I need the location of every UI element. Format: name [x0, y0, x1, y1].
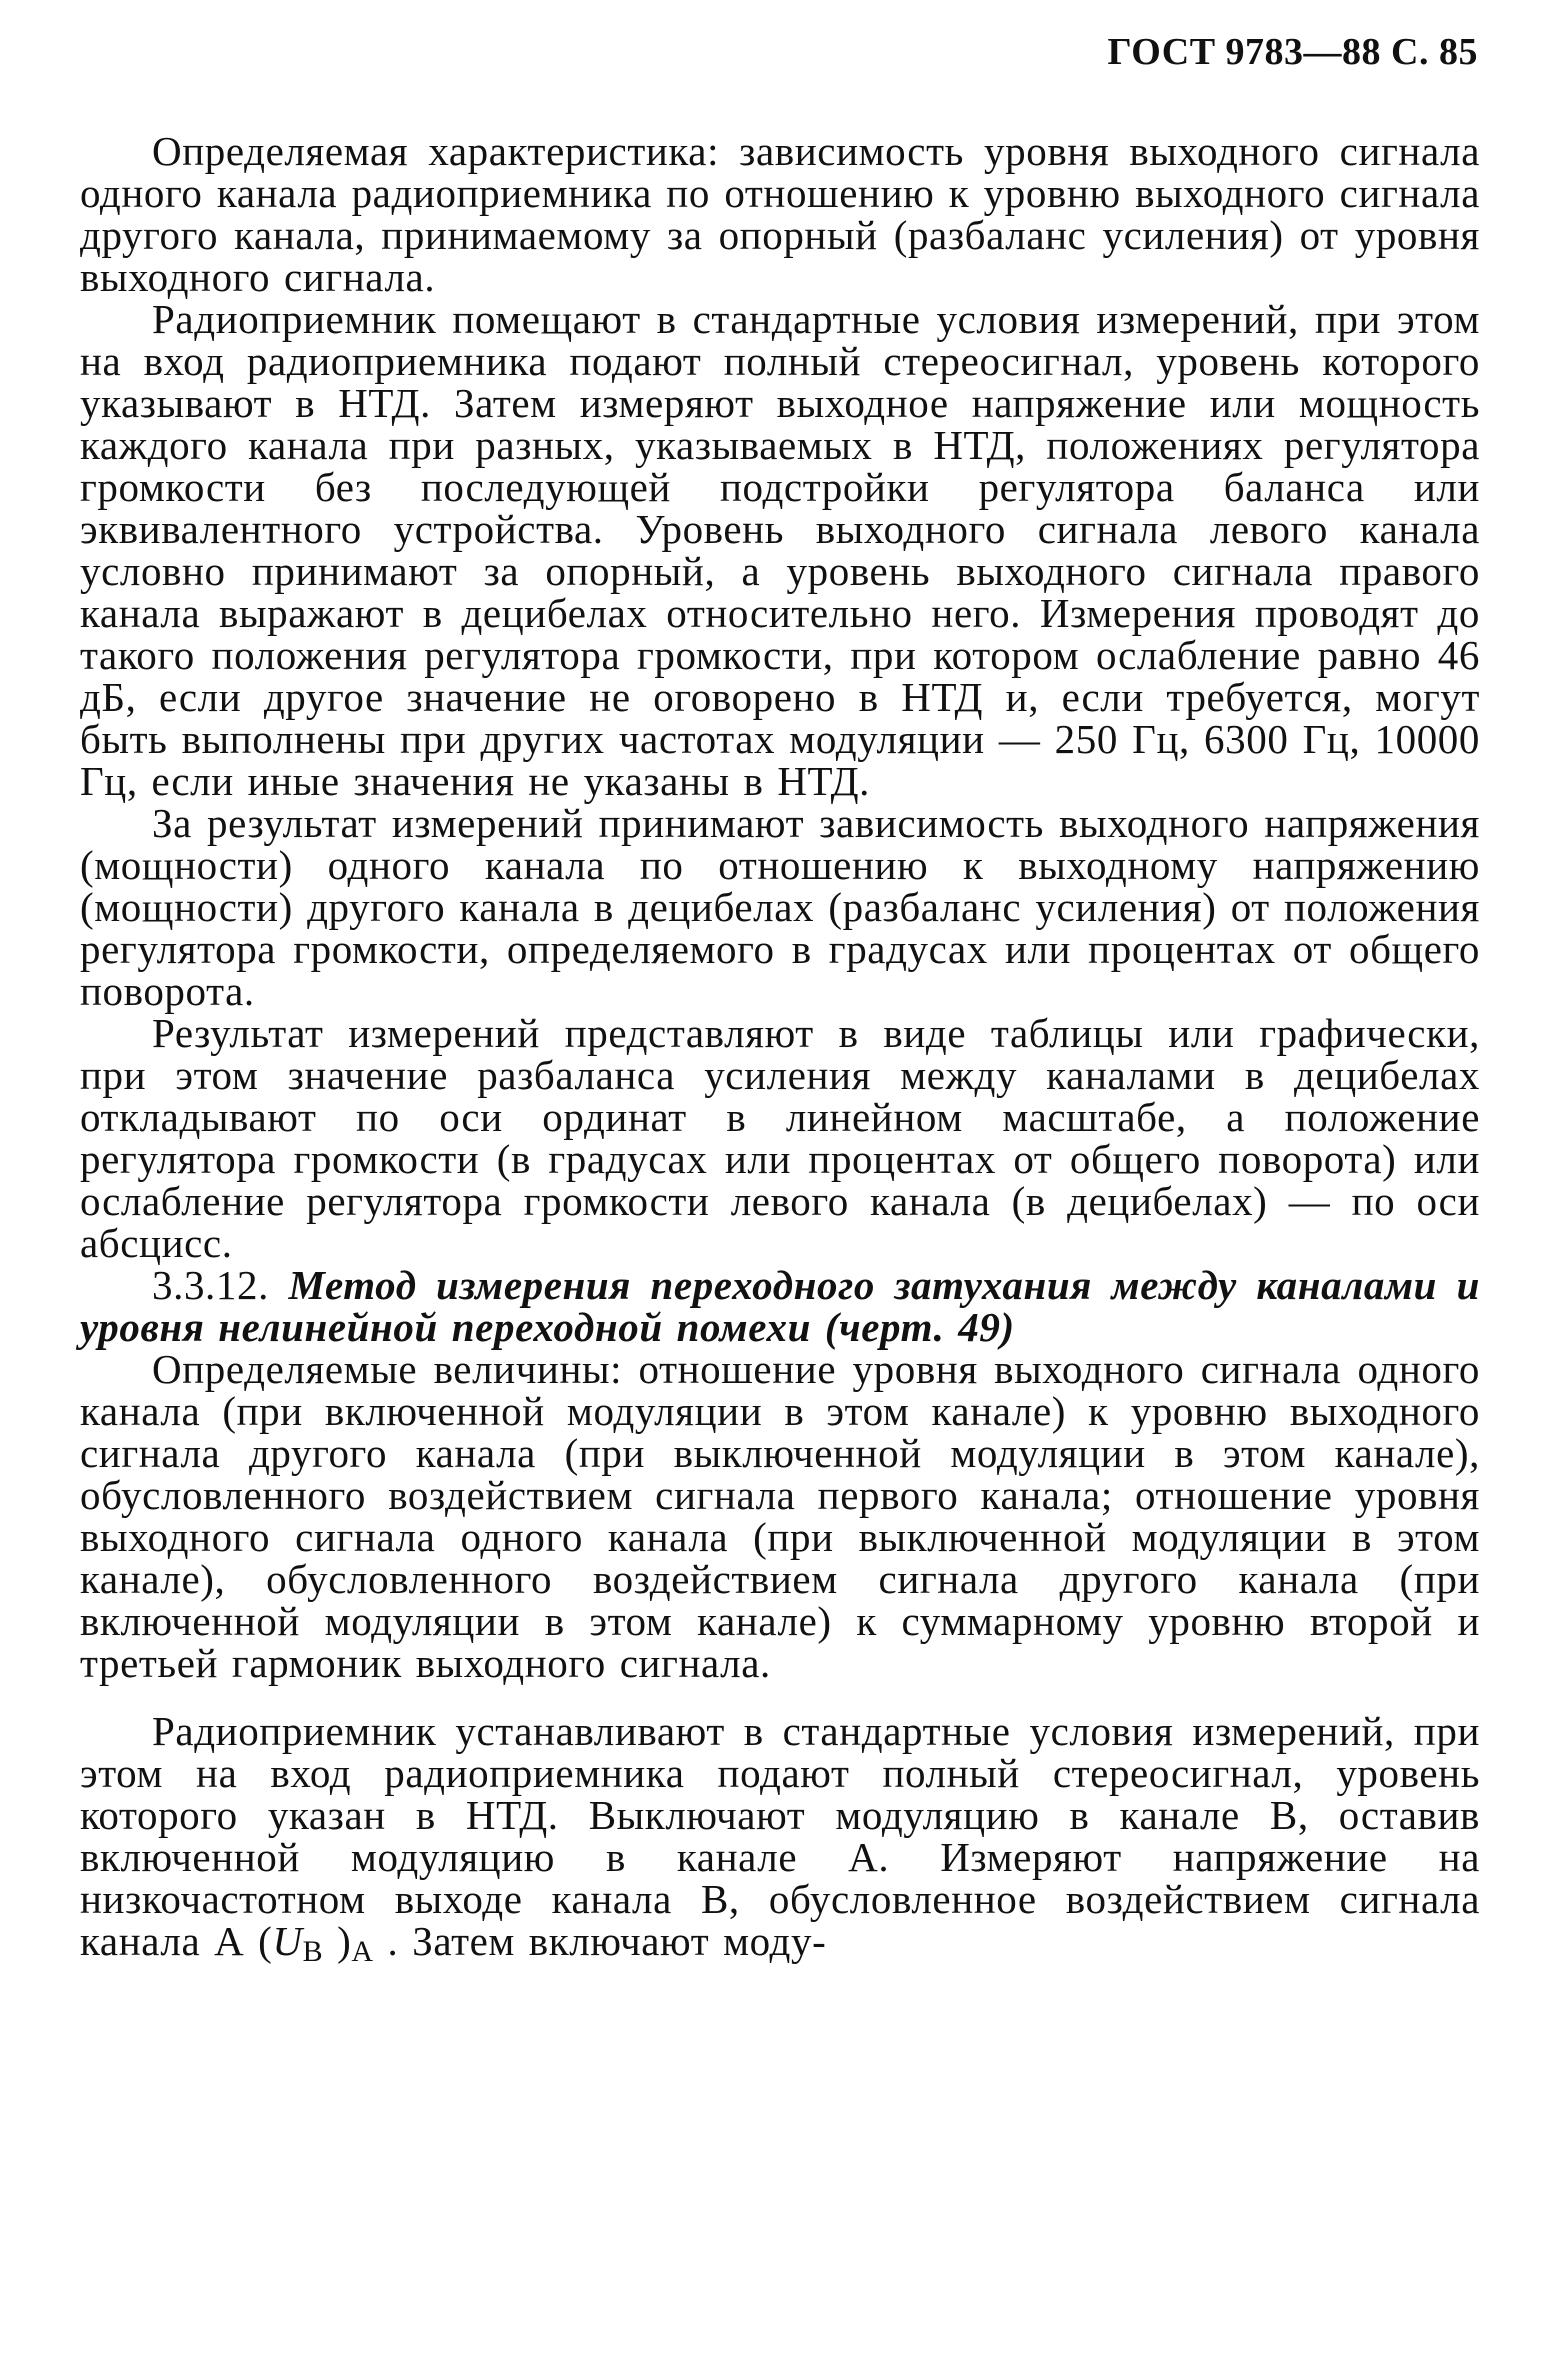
formula — [244, 1918, 374, 1968]
formula-subscript: В — [302, 1935, 324, 1968]
paragraph-tail: . Затем включают моду- — [373, 1918, 827, 1964]
paragraph-text: Радиоприемник устанавливают в стандартные условия измерений, при этом на вход радиоприемника подают полный стереосигнал, уровень которого указан в НТД. Выключают модуляцию в канале В, оставив включенной модуляцию в канале А. Измеряют напряжение на низкочастотном выходе канала В, обусловленное воздействием сигнала канала А — [80, 1708, 1480, 1964]
section-heading — [80, 1264, 1480, 1348]
formula-variable: U — [272, 1918, 303, 1964]
paragraph: Определяемые величины: отношение уровня выходного сигнала одного канала (при включенной модуляции в этом канале) к уровню выходного сигнала другого канала (при выключенной модуляции в этом канале), обусловленного воздействием сигнала первого канала; отношение уровня выходного сигнала одного канала (при выключенной модуляции в этом канале), обусловленного воздействием сигнала другого канала (при включенной модуляции в этом канале) к суммарному уровню второй и третьей гармоник выходного сигнала. — [80, 1346, 1480, 1686]
paragraph: Результат измерений представляют в виде таблицы или графически, при этом значение разбаланса усиления между каналами в децибелах откладывают по оси ординат в линейном масштабе, а положение регулятора громкости (в градусах или процентах от общего поворота) или ослабление регулятора громкости левого канала (в децибелах) — по оси абсцисс. — [80, 1010, 1480, 1266]
standard-number: ГОСТ 9783—88 — [1107, 31, 1382, 73]
page-header — [1108, 30, 1479, 74]
section-number: 3.3.12. — [152, 1262, 269, 1308]
page-body — [80, 130, 1480, 1973]
paragraph-with-formula — [80, 1710, 1480, 1973]
formula-subscript-outer: А — [351, 1935, 374, 1968]
document-page — [80, 30, 1480, 2330]
paragraph: Определяемая характеристика: зависимость уровня выходного сигнала одного канала радиоприемника по отношению к уровню выходного сигнала другого канала, принимаемому за опорный (разбаланс усиления) от уровня выходного сигнала. — [80, 128, 1480, 300]
paragraph: Радиоприемник помещают в стандартные условия измерений, при этом на вход радиоприемника подают полный стереосигнал, уровень которого указывают в НТД. Затем измеряют выходное напряжение или мощность каждого канала при разных, указываемых в НТД, положениях регулятора громкости без последующей подстройки регулятора баланса или эквивалентного устройства. Уровень выходного сигнала левого канала условно принимают за опорный, а уровень выходного сигнала правого канала выражают в децибелах относительно него. Измерения проводят до такого положения регулятора громкости, при котором ослабление равно 46 дБ, если другое значение не оговорено в НТД и, если требуется, могут быть выполнены при других частотах модуляции — 250 Гц, 6300 Гц, 10000 Гц, если иные значения не указаны в НТД. — [80, 296, 1480, 804]
page-number: С. 85 — [1391, 31, 1478, 73]
formula-open: ( — [244, 1918, 273, 1964]
section-title: Метод измерения переходного затухания между каналами и уровня нелинейной переходной помехи (черт. 49) — [80, 1262, 1480, 1350]
formula-close: ) — [323, 1918, 352, 1964]
paragraph: За результат измерений принимают зависимость выходного напряжения (мощности) одного канала по отношению к выходному напряжению (мощности) другого канала в децибелах (разбаланс усиления) от положения регулятора громкости, определяемого в градусах или процентах от общего поворота. — [80, 800, 1480, 1014]
